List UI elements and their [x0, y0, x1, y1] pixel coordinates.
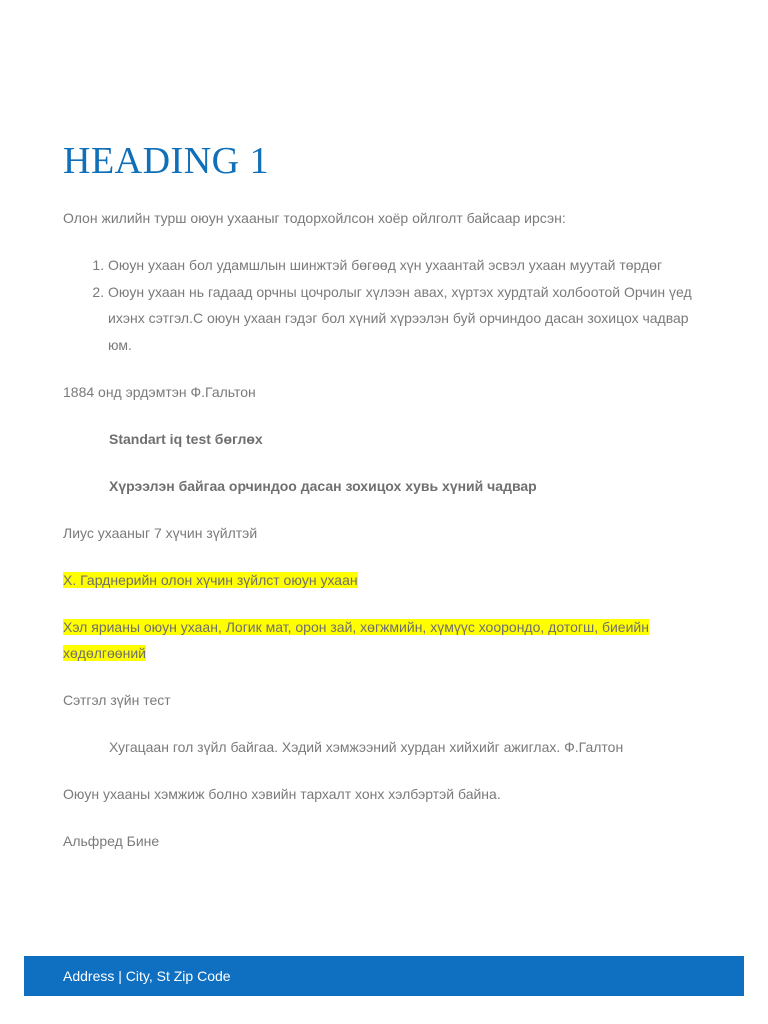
numbered-list	[63, 252, 703, 358]
binet-paragraph: Альфред Бине	[63, 833, 160, 849]
footer-bar	[24, 956, 744, 996]
list-item: 1. Оюун ухаан бол удамшлын шинжтэй бөгөөд хүн ухаантай эсвэл ухаан муутай төрдөг	[108, 252, 703, 279]
intro-paragraph: Олон жилийн турш оюун ухааныг тодорхойлсон хоёр ойлголт байсаар ирсэн:	[63, 210, 566, 226]
gardner-paragraph	[63, 567, 703, 593]
intelligences-paragraph	[63, 614, 703, 666]
document-body	[63, 205, 703, 875]
quote-paragraph: Хугацаан гол зүйл байгаа. Хэдий хэмжээний хурдан хийхийг ажиглах. Ф.Галтон	[109, 739, 624, 755]
list-item: 2. Оюун ухаан нь гадаад орчны цочролыг хүлээн авах, хүртэх хурдтай холбоотой Орчин үед ихэнх сэтгэл.С оюун ухаан гэдэг бол хүний хүрээлэн буй орчиндоо дасан зохицох чадвар юм.	[108, 279, 703, 359]
test-paragraph: Сэтгэл зүйн тест	[63, 692, 171, 708]
lius-paragraph: Лиус ухааныг 7 хүчин зүйлтэй	[63, 525, 258, 541]
footer-address: Address | City, St Zip Code	[63, 968, 231, 984]
galton-paragraph: 1884 онд эрдэмтэн Ф.Гальтон	[63, 384, 256, 400]
highlighted-text: Х. Гарднерийн олон хүчин зүйлст оюун ухаан	[63, 572, 358, 588]
heading-1: HEADING 1	[63, 140, 270, 182]
adaptation-line: Хүрээлэн байгаа орчиндоо дасан зохицох хувь хүний чадвар	[109, 478, 537, 494]
iq-test-line: Standart iq test бөглөх	[109, 431, 263, 447]
highlighted-text: Хэл ярианы оюун ухаан, Логик мат, орон зай, хөгжмийн, хүмүүс хоорондо, дотогш, биеийн хөдөлгөөний	[63, 619, 649, 661]
distribution-paragraph: Оюун ухааны хэмжиж болно хэвийн тархалт хонх хэлбэртэй байна.	[63, 786, 501, 802]
